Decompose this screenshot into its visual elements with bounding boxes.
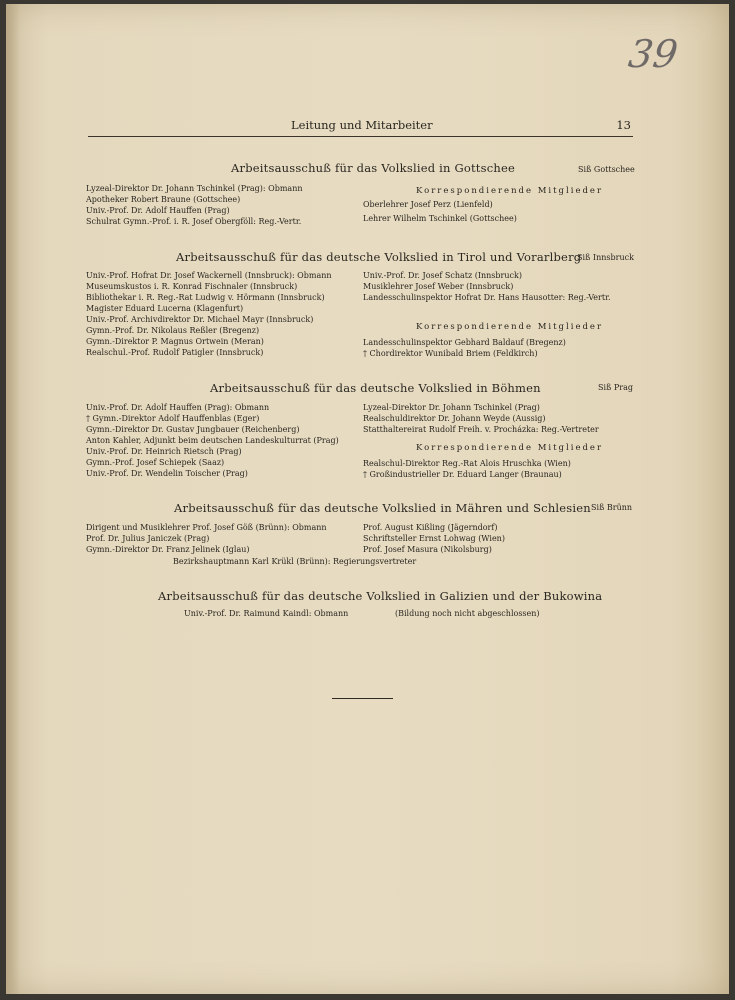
member-line: Gymn.-Direktor Dr. Gustav Jungbauer (Reichenberg) (86, 425, 300, 434)
member-line: Univ.-Prof. Dr. Adolf Hauffen (Prag): Obmann (86, 403, 270, 412)
member-line: Museumskustos i. R. Konrad Fischnaler (Innsbruck) (86, 282, 298, 291)
section-title-boehmen: Arbeitsausschuß für das deutsche Volkslied in Böhmen (210, 381, 541, 395)
status-note: (Bildung noch nicht abgeschlossen) (395, 609, 540, 618)
running-header (88, 118, 633, 137)
member-line: Prof. August Kißling (Jägerndorf) (363, 523, 498, 532)
member-line: Landesschulinspektor Gebhard Baldauf (Bregenz) (363, 338, 566, 347)
section-title-gottschee: Arbeitsausschuß für das Volkslied in Gottschee (231, 161, 515, 175)
member-line: Statthaltereirat Rudolf Freih. v. Procházka: Reg.-Vertreter (363, 425, 599, 434)
member-line: Realschuldirektor Dr. Johann Weyde (Aussig) (363, 414, 546, 423)
member-line: Univ.-Prof. Archivdirektor Dr. Michael Mayr (Innsbruck) (86, 315, 314, 324)
member-line: Prof. Josef Masura (Nikolsburg) (363, 545, 492, 554)
member-line: Univ.-Prof. Dr. Raimund Kaindl: Obmann (184, 609, 349, 618)
member-line: Gymn.-Direktor P. Magnus Ortwein (Meran) (86, 337, 264, 346)
closing-rule (332, 698, 393, 699)
member-line: Lyzeal-Direktor Dr. Johann Tschinkel (Prag) (363, 403, 540, 412)
page-number: 13 (616, 118, 631, 132)
member-line: Univ.-Prof. Dr. Adolf Hauffen (Prag) (86, 206, 230, 215)
header-title: Leitung und Mitarbeiter (291, 118, 433, 132)
member-line: Musiklehrer Josef Weber (Innsbruck) (363, 282, 514, 291)
member-line: † Chordirektor Wunibald Briem (Feldkirch) (363, 349, 538, 358)
government-representative-line: Bezirkshauptmann Karl Krükl (Brünn): Regierungsvertreter (173, 557, 417, 566)
corresponding-members-heading: Korrespondierende Mitglieder (416, 443, 604, 453)
member-line: Univ.-Prof. Dr. Josef Schatz (Innsbruck) (363, 271, 522, 280)
member-line: Schriftsteller Ernst Lohwag (Wien) (363, 534, 505, 543)
corresponding-members-heading: Korrespondierende Mitglieder (416, 322, 604, 332)
member-line: Anton Kahler, Adjunkt beim deutschen Landeskulturrat (Prag) (86, 436, 339, 445)
handwritten-page-mark: 39 (625, 32, 681, 76)
member-line: Apotheker Robert Braune (Gottschee) (86, 195, 241, 204)
member-line: † Großindustrieller Dr. Eduard Langer (Braunau) (363, 470, 562, 479)
section-title-tirol: Arbeitsausschuß für das deutsche Volkslied in Tirol und Vorarlberg (176, 250, 582, 264)
member-line: Landesschulinspektor Hofrat Dr. Hans Hausotter: Reg.-Vertr. (363, 293, 611, 302)
section-title-maehren: Arbeitsausschuß für das deutsche Volkslied in Mähren und Schlesien (174, 501, 591, 515)
section-title-galizien: Arbeitsausschuß für das deutsche Volkslied in Galizien und der Bukowina (158, 589, 603, 603)
member-line: † Gymn.-Direktor Adolf Hauffenblas (Eger) (86, 414, 260, 423)
page-edge-shadow (6, 4, 20, 994)
section-seat-tirol: Siß Innsbruck (577, 253, 634, 262)
section-seat-maehren: Siß Brünn (591, 503, 633, 512)
member-line: Oberlehrer Josef Perz (Lienfeld) (363, 200, 493, 209)
member-line: Lyzeal-Direktor Dr. Johann Tschinkel (Prag): Obmann (86, 184, 303, 193)
member-line: Prof. Dr. Julius Janiczek (Prag) (86, 534, 210, 543)
document-page (6, 4, 729, 994)
member-line: Lehrer Wilhelm Tschinkel (Gottschee) (363, 214, 517, 223)
member-line: Schulrat Gymn.-Prof. i. R. Josef Obergföll: Reg.-Vertr. (86, 217, 302, 226)
section-seat-gottschee: Siß Gottschee (578, 165, 635, 174)
member-line: Dirigent und Musiklehrer Prof. Josef Göß (Brünn): Obmann (86, 523, 327, 532)
member-line: Gymn.-Direktor Dr. Franz Jelinek (Iglau) (86, 545, 250, 554)
section-seat-boehmen: Siß Prag (598, 383, 634, 392)
member-line: Bibliothekar i. R. Reg.-Rat Ludwig v. Hörmann (Innsbruck) (86, 293, 325, 302)
corresponding-members-heading: Korrespondierende Mitglieder (416, 186, 604, 196)
member-line: Realschul.-Prof. Rudolf Patigler (Innsbruck) (86, 348, 264, 357)
member-line: Realschul-Direktor Reg.-Rat Alois Hruschka (Wien) (363, 459, 571, 468)
member-line: Univ.-Prof. Hofrat Dr. Josef Wackernell (Innsbruck): Obmann (86, 271, 332, 280)
member-line: Gymn.-Prof. Josef Schiepek (Saaz) (86, 458, 225, 467)
member-line: Magister Eduard Lucerna (Klagenfurt) (86, 304, 244, 313)
member-line: Univ.-Prof. Dr. Wendelin Toischer (Prag) (86, 469, 248, 478)
member-line: Univ.-Prof. Dr. Heinrich Rietsch (Prag) (86, 447, 242, 456)
member-line: Gymn.-Prof. Dr. Nikolaus Reßler (Bregenz) (86, 326, 260, 335)
